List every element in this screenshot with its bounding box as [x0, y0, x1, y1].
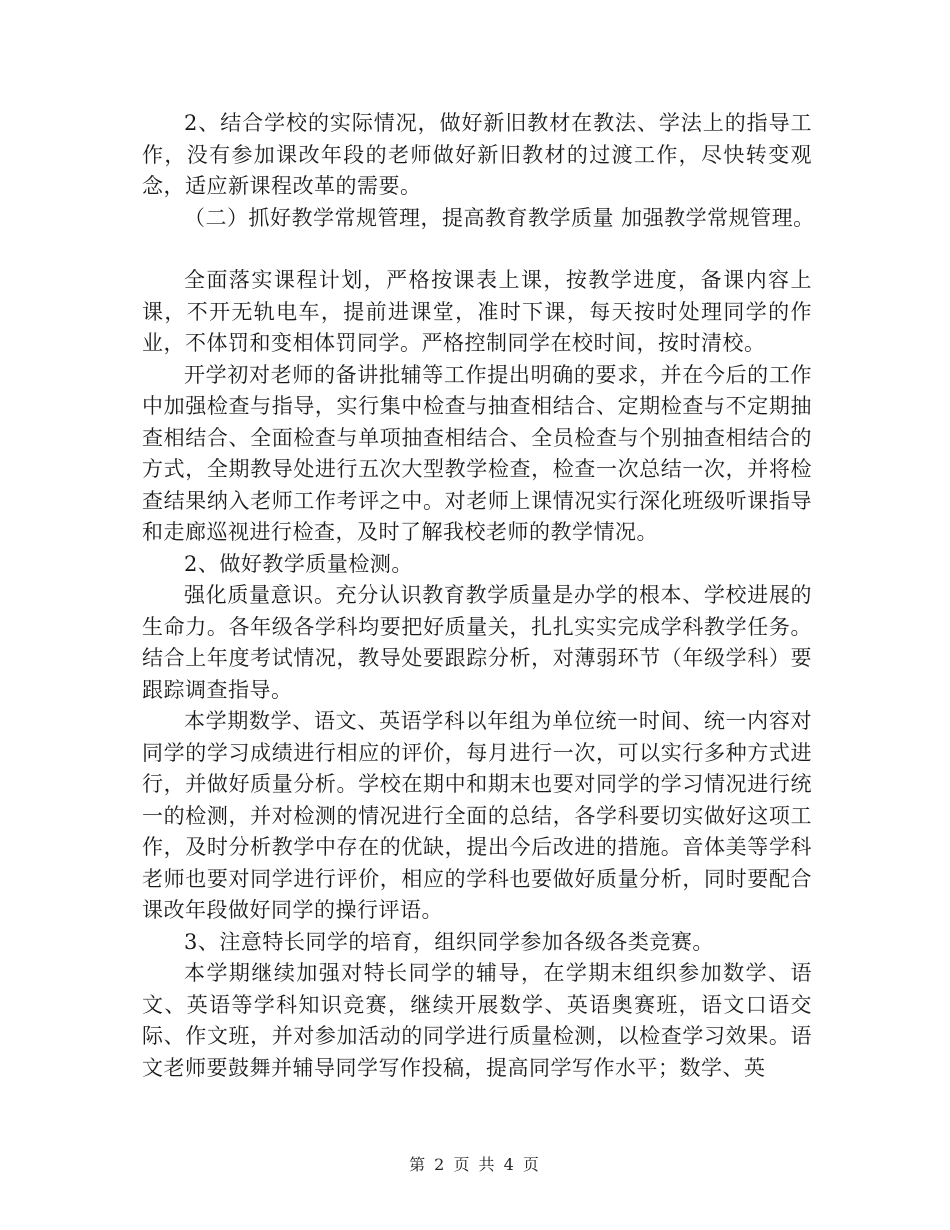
subheading-talented-students: 3、注意特长同学的培育，组织同学参加各级各类竞赛。: [184, 929, 714, 954]
subheading-quality-testing: 2、做好教学质量检测。: [184, 551, 413, 576]
page-number-footer: 第 2 页 共 4 页: [409, 1155, 541, 1174]
paragraph-curriculum-plan: 全面落实课程计划，严格按课表上课，按教学进度，备课内容上课，不开无轨电车，提前进课堂，准时下课，每天按时处理同学的作业，不体罚和变相体罚同学。严格控制同学在校时间，按时清校。: [142, 268, 812, 355]
paragraph-teacher-inspection: 开学初对老师的备讲批辅等工作提出明确的要求，并在今后的工作中加强检查与指导，实行集中检查与抽查相结合、定期检查与不定期抽查相结合、全面检查与单项抽查相结合、全员检查与个别抽查相结合的方式，全期教导处进行五次大型教学检查，检查一次总结一次，并将检查结果纳入老师工作考评之中。对老师上课情况实行深化班级听课指导和走廊巡视进行检查，及时了解我校老师的教学情况。: [142, 362, 812, 544]
paragraph-teaching-materials: 2、结合学校的实际情况，做好新旧教材在教法、学法上的指导工作，没有参加课改年段的老师做好新旧教材的过渡工作，尽快转变观念，适应新课程改革的需要。: [142, 111, 812, 198]
paragraph-quality-awareness: 强化质量意识。充分认识教育教学质量是办学的根本、学校进展的生命力。各年级各学科均要把好质量关，扎扎实实完成学科教学任务。结合上年度考试情况，教导处要跟踪分析，对薄弱环节（年级学科）要跟踪调查指导。: [142, 583, 812, 702]
paragraph-subject-evaluation: 本学期数学、语文、英语学科以年组为单位统一时间、统一内容对同学的学习成绩进行相应的评价，每月进行一次，可以实行多种方式进行，并做好质量分析。学校在期中和期末也要对同学的学习情况进行统一的检测，并对检测的情况进行全面的总结，各学科要切实做好这项工作，及时分析教学中存在的优缺，提出今后改进的措施。音体美等学科老师也要对同学进行评价，相应的学科也要做好质量分析，同时要配合课改年段做好同学的操行评语。: [142, 709, 812, 922]
paragraph-competitions: 本学期继续加强对特长同学的辅导，在学期末组织参加数学、语文、英语等学科知识竞赛，继续开展数学、英语奥赛班，语文口语交际、作文班，并对参加活动的同学进行质量检测，以检查学习效果。语文老师要鼓舞并辅导同学写作投稿，提高同学写作水平；数学、英: [142, 961, 812, 1080]
section-heading-routine-management: （二）抓好教学常规管理，提高教育教学质量 加强教学常规管理。: [184, 205, 815, 230]
document-body: [142, 108, 815, 1084]
